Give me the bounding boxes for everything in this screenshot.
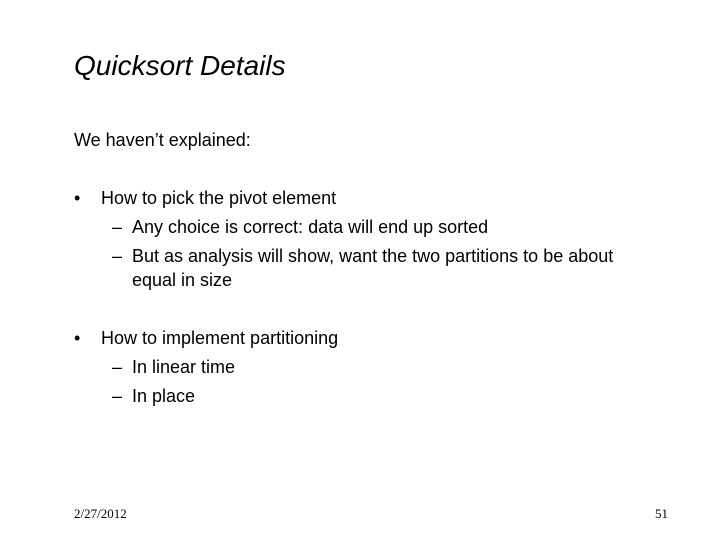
dash-marker: – <box>112 357 123 377</box>
bullet-text: How to implement partitioning <box>101 328 339 348</box>
slide-title: Quicksort Details <box>74 50 286 81</box>
dash-marker: – <box>112 217 123 237</box>
dash-marker: – <box>112 386 123 406</box>
intro-text: We haven’t explained: <box>74 130 251 150</box>
bullet-text: How to pick the pivot element <box>101 188 337 208</box>
sub-bullet-text: equal in size <box>132 270 233 290</box>
sub-bullet-text: In place <box>132 386 196 406</box>
sub-bullet-text: In linear time <box>132 357 236 377</box>
footer-date: 2/27/2012 <box>74 506 127 521</box>
sub-bullet-text: But as analysis will show, want the two partitions to be about <box>132 246 614 266</box>
page-number: 51 <box>655 506 668 521</box>
sub-bullet-text: Any choice is correct: data will end up sorted <box>132 217 489 237</box>
dash-marker: – <box>112 246 123 266</box>
bullet-marker: • <box>74 328 81 348</box>
bullet-marker: • <box>74 188 81 208</box>
